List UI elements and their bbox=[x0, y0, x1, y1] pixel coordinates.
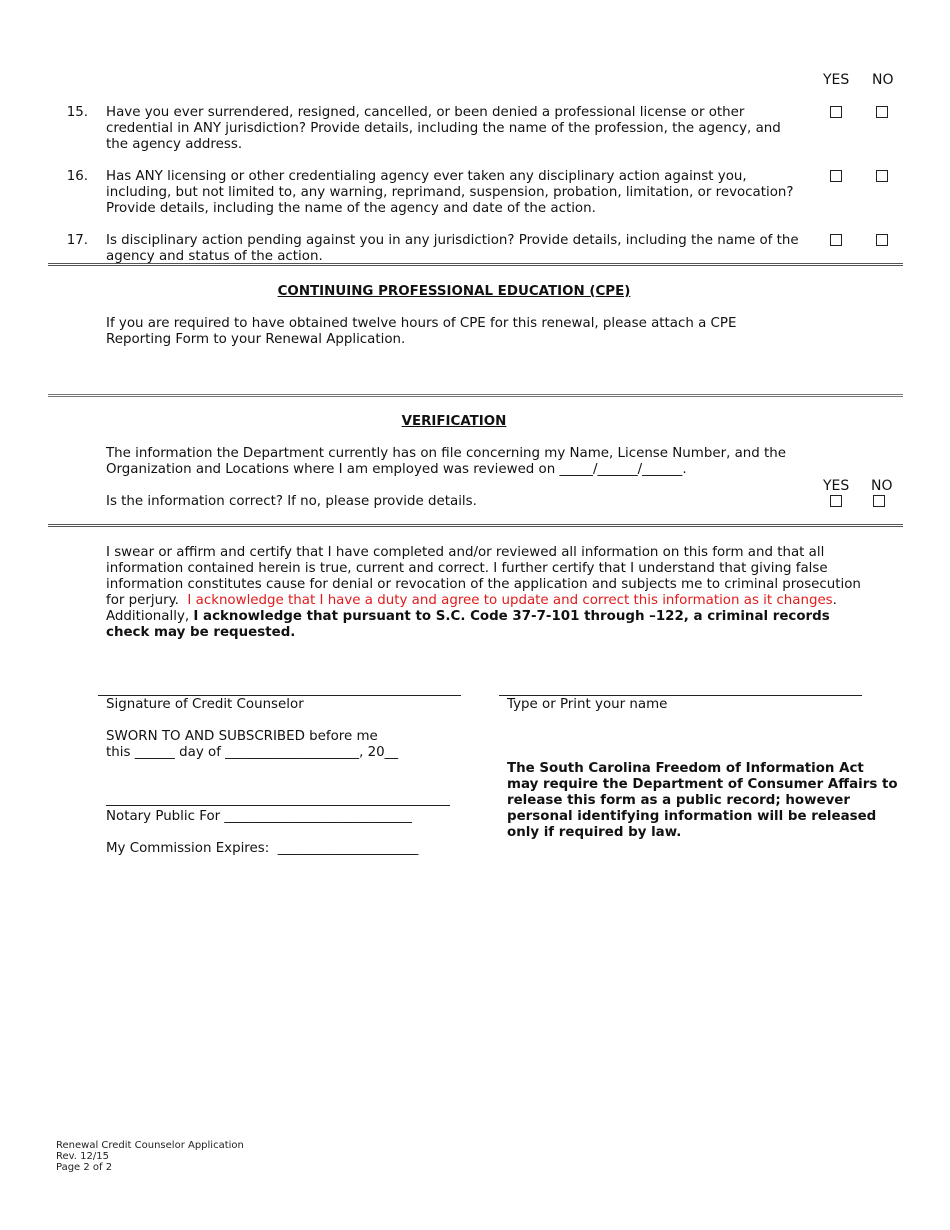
affirmation-paragraph bbox=[106, 545, 866, 641]
notary-public-label: Notary Public For ____________________________ bbox=[106, 809, 412, 824]
question-16-line-2: including, but not limited to, any warning, reprimand, suspension, probation, limitation, or revocation? bbox=[106, 185, 794, 200]
verification-text bbox=[106, 446, 826, 478]
section-divider bbox=[48, 394, 903, 397]
cpe-line-1: If you are required to have obtained twelve hours of CPE for this renewal, please attach a CPE bbox=[106, 316, 737, 331]
question-16-line-1: Has ANY licensing or other credentialing agency ever taken any disciplinary action against you, bbox=[106, 169, 747, 184]
duty-to-update-text: I acknowledge that I have a duty and agree to update and correct this information as it changes bbox=[187, 593, 833, 608]
counselor-signature-label: Signature of Credit Counselor bbox=[106, 697, 304, 712]
additionally-text: Additionally, bbox=[106, 609, 194, 624]
question-17-line-1: Is disciplinary action pending against you in any jurisdiction? Provide details, including the name of the bbox=[106, 233, 799, 248]
period-text: . bbox=[832, 593, 837, 608]
question-17-yes-checkbox[interactable] bbox=[830, 234, 842, 246]
question-15-line-2: credential in ANY jurisdiction? Provide details, including the name of the profession, the agency, and bbox=[106, 121, 781, 136]
page-footer bbox=[56, 1140, 244, 1173]
question-16-yes-checkbox[interactable] bbox=[830, 170, 842, 182]
verification-line-2: Organization and Locations where I am employed was reviewed on _____/______/______. bbox=[106, 462, 687, 477]
question-15-no-checkbox[interactable] bbox=[876, 106, 888, 118]
foia-line-2: may require the Department of Consumer Affairs to bbox=[507, 777, 898, 792]
verification-question: Is the information correct? If no, please provide details. bbox=[106, 494, 477, 509]
section-divider bbox=[48, 524, 903, 527]
question-15-line-1: Have you ever surrendered, resigned, cancelled, or been denied a professional license or other bbox=[106, 105, 745, 120]
section-divider bbox=[48, 263, 903, 266]
counselor-signature-line[interactable] bbox=[98, 695, 461, 696]
commission-expires-label: My Commission Expires: _____________________ bbox=[106, 841, 419, 856]
affirmation-line-6: check may be requested. bbox=[106, 625, 296, 640]
affirmation-line-2: information contained herein is true, current and correct. I further certify that I understand that giving false bbox=[106, 561, 828, 576]
affirmation-line-5 bbox=[106, 609, 866, 625]
question-15-text bbox=[106, 105, 806, 153]
footer-revision: Rev. 12/15 bbox=[56, 1151, 109, 1162]
cpe-line-2: Reporting Form to your Renewal Application. bbox=[106, 332, 406, 347]
question-15-number: 15. bbox=[66, 105, 88, 120]
cpe-instructions bbox=[106, 316, 846, 348]
print-name-line[interactable] bbox=[499, 695, 862, 696]
question-16-line-3: Provide details, including the name of the agency and date of the action. bbox=[106, 201, 596, 216]
question-17-line-2: agency and status of the action. bbox=[106, 249, 323, 264]
foia-line-1: The South Carolina Freedom of Information Act bbox=[507, 761, 864, 776]
foia-line-4: personal identifying information will be released bbox=[507, 809, 877, 824]
affirmation-line-3: information constitutes cause for denial or revocation of the application and subjects me to criminal prosecution bbox=[106, 577, 861, 592]
verification-yes-header: YES bbox=[823, 478, 850, 494]
question-17-number: 17. bbox=[66, 233, 88, 248]
cpe-heading: CONTINUING PROFESSIONAL EDUCATION (CPE) bbox=[277, 284, 631, 299]
verification-yes-checkbox[interactable] bbox=[830, 495, 842, 507]
criminal-records-text: I acknowledge that pursuant to S.C. Code 37-7-101 through –122, a criminal records bbox=[193, 609, 830, 624]
footer-form-name: Renewal Credit Counselor Application bbox=[56, 1140, 244, 1151]
affirmation-line-1: I swear or affirm and certify that I have completed and/or reviewed all information on this form and that all bbox=[106, 545, 825, 560]
question-16-no-checkbox[interactable] bbox=[876, 170, 888, 182]
foia-notice bbox=[507, 761, 907, 841]
affirmation-line-4 bbox=[106, 593, 866, 609]
question-16-number: 16. bbox=[66, 169, 88, 184]
foia-line-5: only if required by law. bbox=[507, 825, 682, 840]
sworn-line-1: SWORN TO AND SUBSCRIBED before me bbox=[106, 729, 378, 744]
foia-line-3: release this form as a public record; however bbox=[507, 793, 850, 808]
print-name-label: Type or Print your name bbox=[507, 697, 668, 712]
footer-page-number: Page 2 of 2 bbox=[56, 1162, 113, 1173]
yes-column-header: YES bbox=[823, 72, 850, 88]
question-17-no-checkbox[interactable] bbox=[876, 234, 888, 246]
question-16-text bbox=[106, 169, 806, 217]
question-15-line-3: the agency address. bbox=[106, 137, 243, 152]
perjury-text: for perjury. bbox=[106, 593, 188, 608]
verification-no-checkbox[interactable] bbox=[873, 495, 885, 507]
no-column-header: NO bbox=[872, 72, 894, 88]
verification-no-header: NO bbox=[871, 478, 893, 494]
question-17-text bbox=[106, 233, 806, 265]
verification-line-1: The information the Department currently has on file concerning my Name, License Number, and the bbox=[106, 446, 787, 461]
verification-heading: VERIFICATION bbox=[401, 414, 507, 429]
sworn-line-2: this ______ day of ____________________, 20__ bbox=[106, 745, 399, 760]
notary-signature-line[interactable] bbox=[106, 805, 450, 806]
question-15-yes-checkbox[interactable] bbox=[830, 106, 842, 118]
